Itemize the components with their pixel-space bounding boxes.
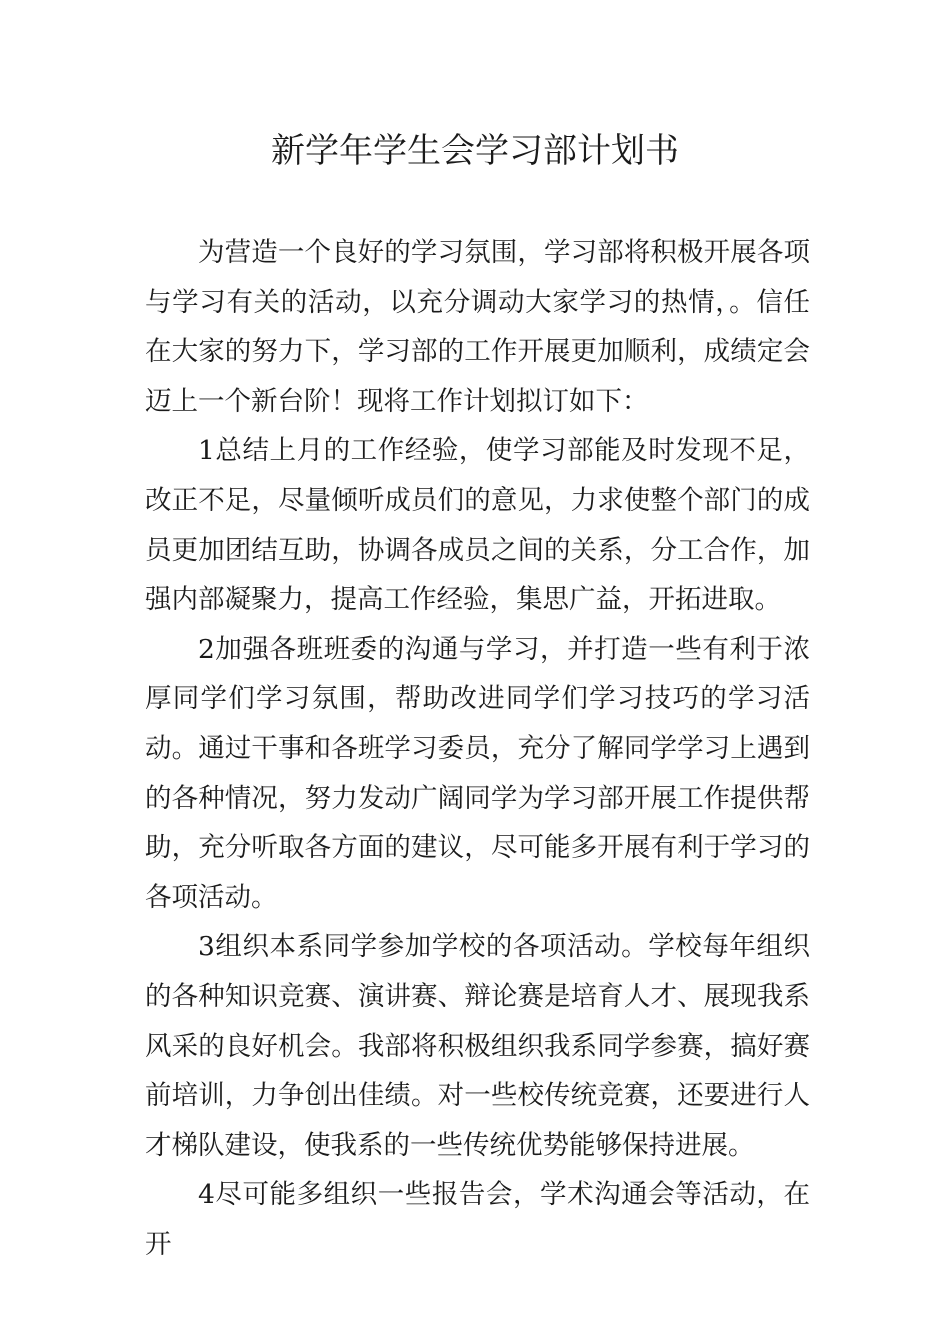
paragraph-item-1: 1总结上月的工作经验，使学习部能及时发现不足，改正不足，尽量倾听成员们的意见，力求使整个部门的成员更加团结互助，协调各成员之间的关系，分工合作，加强内部凝聚力，提高工作经验，集思广益，开拓进取。 — [145, 435, 810, 616]
document-title: 新学年学生会学习部计划书 — [271, 131, 679, 171]
paragraph-item-4: 4尽可能多组织一些报告会，学术沟通会等活动，在开 — [145, 1179, 810, 1260]
document-body — [145, 228, 810, 1269]
paragraph-item-3: 3组织本系同学参加学校的各项活动。学校每年组织的各种知识竞赛、演讲赛、辩论赛是培育人才、展现我系风采的良好机会。我部将积极组织我系同学参赛，搞好赛前培训，力争创出佳绩。对一些校传统竞赛，还要进行人才梯队建设，使我系的一些传统优势能够保持进展。 — [145, 931, 810, 1161]
paragraph-item-2: 2加强各班班委的沟通与学习，并打造一些有利于浓厚同学们学习氛围，帮助改进同学们学习技巧的学习活动。通过干事和各班学习委员，充分了解同学学习上遇到的各种情况，努力发动广阔同学为学习部开展工作提供帮助，充分听取各方面的建议，尽可能多开展有利于学习的各项活动。 — [145, 633, 810, 913]
paragraph-intro: 为营造一个良好的学习氛围，学习部将积极开展各项与学习有关的活动，以充分调动大家学习的热情，。信任在大家的努力下，学习部的工作开展更加顺利，成绩定会迈上一个新台阶！现将工作计划拟订如下： — [145, 237, 810, 417]
